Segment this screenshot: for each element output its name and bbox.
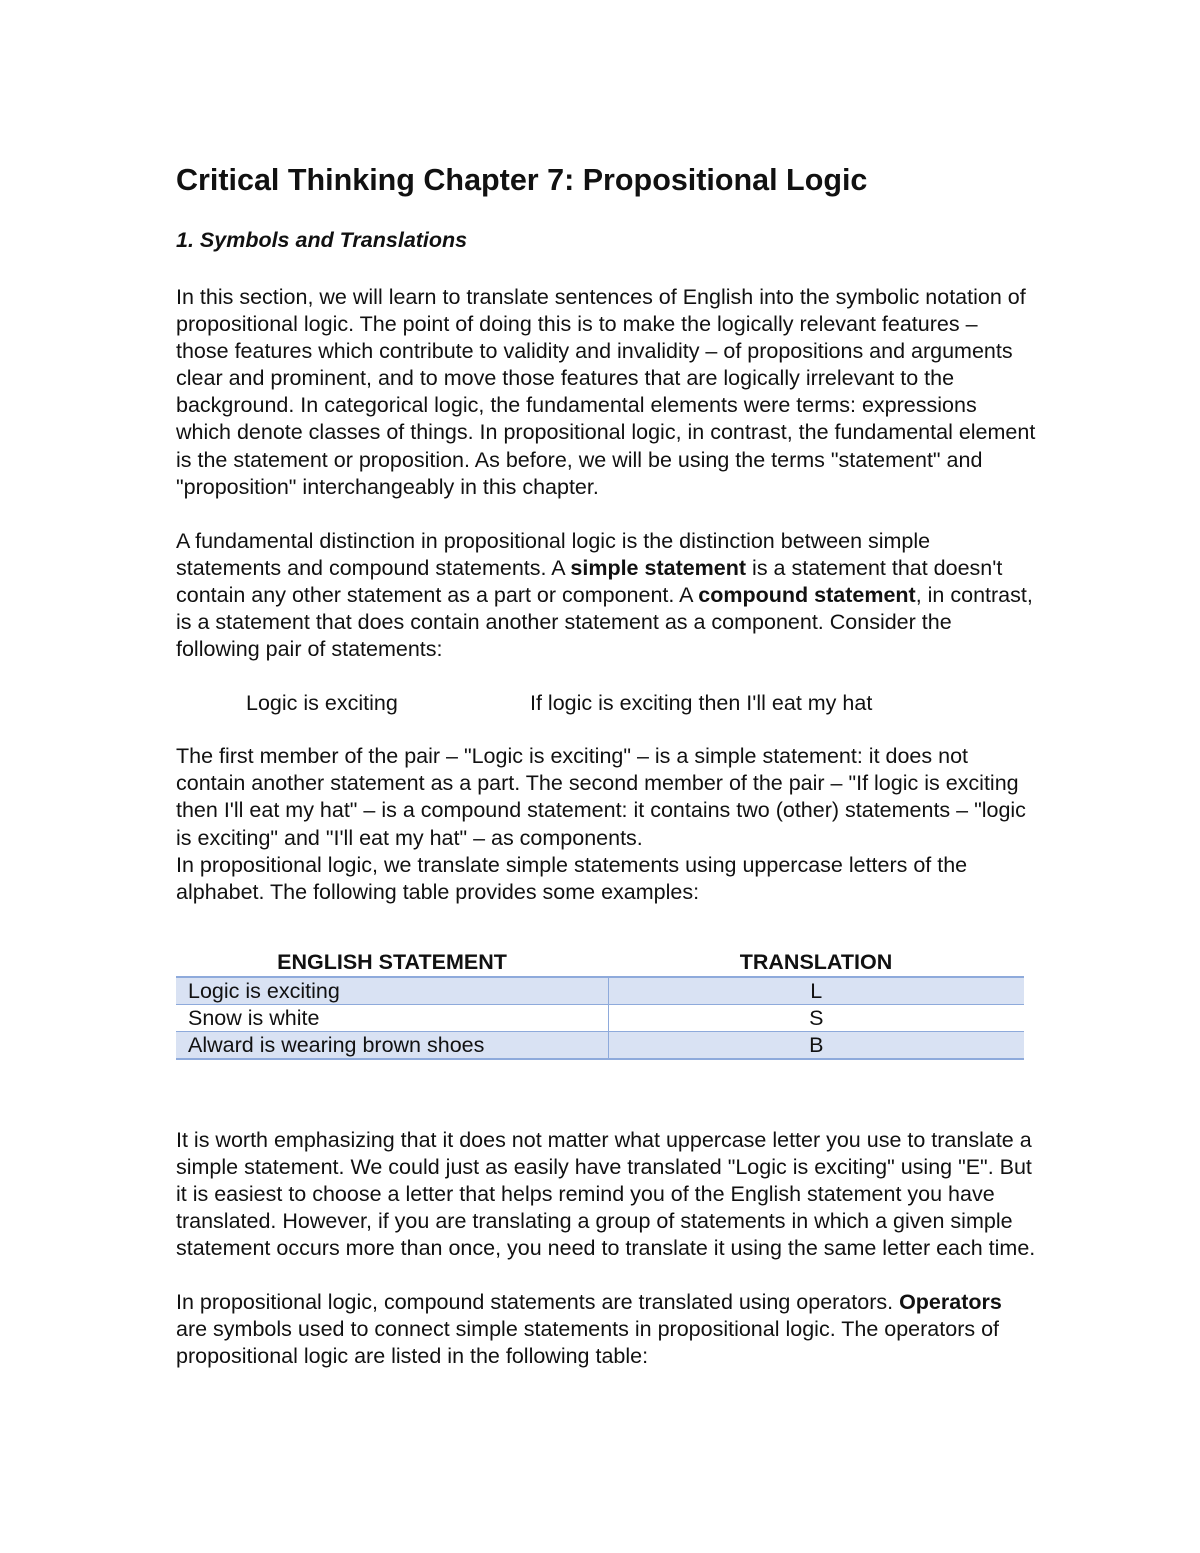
document-content — [176, 160, 1036, 1371]
paragraph-text: is a statement that doesn't contain any other statement as a part or component. A — [176, 555, 1003, 607]
table-row — [176, 977, 1024, 1005]
paragraph-pair-explanation: The first member of the pair – "Logic is exciting" – is a simple statement: it does not contain another statement as a part. The second member of the pair – "If logic is exciting then I'll eat my hat" – is a compound statement: it contains two (other) statements – "logic is exciting" and "I'll eat my hat" – as components. — [176, 744, 1026, 850]
paragraph-simple-compound — [176, 528, 1036, 663]
term-simple-statement: simple statement — [570, 555, 747, 580]
table-cell-statement: Snow is white — [176, 1004, 608, 1031]
table-cell-translation: S — [608, 1004, 1024, 1031]
paragraph-text: A fundamental distinction in propositional logic is the distinction between simple statements and compound statements. A — [176, 528, 931, 580]
table-cell-statement: Logic is exciting — [176, 977, 608, 1005]
table-cell-translation: L — [608, 977, 1024, 1005]
example-compound-statement: If logic is exciting then I'll eat my hat — [530, 691, 873, 716]
section-heading: 1. Symbols and Translations — [176, 228, 468, 252]
example-simple-statement: Logic is exciting — [246, 691, 398, 716]
table-header-row — [176, 948, 1024, 977]
table-cell-translation: B — [608, 1031, 1024, 1059]
term-compound-statement: compound statement — [698, 582, 916, 607]
table-cell-statement: Alward is wearing brown shoes — [176, 1031, 608, 1059]
paragraph-operators — [176, 1289, 1036, 1370]
term-operators: Operators — [899, 1290, 1002, 1315]
table-row — [176, 1031, 1024, 1059]
translation-table — [176, 948, 1024, 1060]
table-row — [176, 1004, 1024, 1031]
table-header-translation: TRANSLATION — [739, 949, 893, 974]
table-header-statement: ENGLISH STATEMENT — [277, 949, 507, 974]
paragraph-letter-choice: It is worth emphasizing that it does not matter what uppercase letter you use to translate a simple statement. We could just as easily have translated "Logic is exciting" using "E". But it is easiest to choose a letter that helps remind you of the English statement you have translated. However, if you are translating a group of statements in which a given simple statement occurs more than once, you need to translate it using the same letter each time. — [176, 1127, 1036, 1261]
paragraph-text: are symbols used to connect simple statements in propositional logic. The operators of propositional logic are listed in the following table: — [176, 1317, 1000, 1369]
translation-table-wrapper — [176, 948, 1036, 1060]
paragraph-text: , in contrast, is a statement that does contain another statement as a component. Consider the following pair of statements: — [176, 582, 1033, 662]
paragraph-text: In propositional logic, compound statements are translated using operators. — [176, 1290, 900, 1315]
paragraph-intro: In this section, we will learn to translate sentences of English into the symbolic notation of propositional logic. The point of doing this is to make the logically relevant features – those features which contribute to validity and invalidity – of propositions and arguments clear and prominent, and to move those features that are logically irrelevant to the background. In categorical logic, the fundamental elements were terms: expressions which denote classes of things. In propositional logic, in contrast, the fundamental element is the statement or proposition. As before, we will be using the terms "statement" and "proposition" interchangeably in this chapter. — [176, 285, 1036, 499]
paragraph-uppercase-letters: In propositional logic, we translate simple statements using uppercase letters of the alphabet. The following table provides some examples: — [176, 852, 968, 904]
page-title: Critical Thinking Chapter 7: Propositional Logic — [176, 163, 868, 197]
example-pair — [176, 690, 1036, 717]
